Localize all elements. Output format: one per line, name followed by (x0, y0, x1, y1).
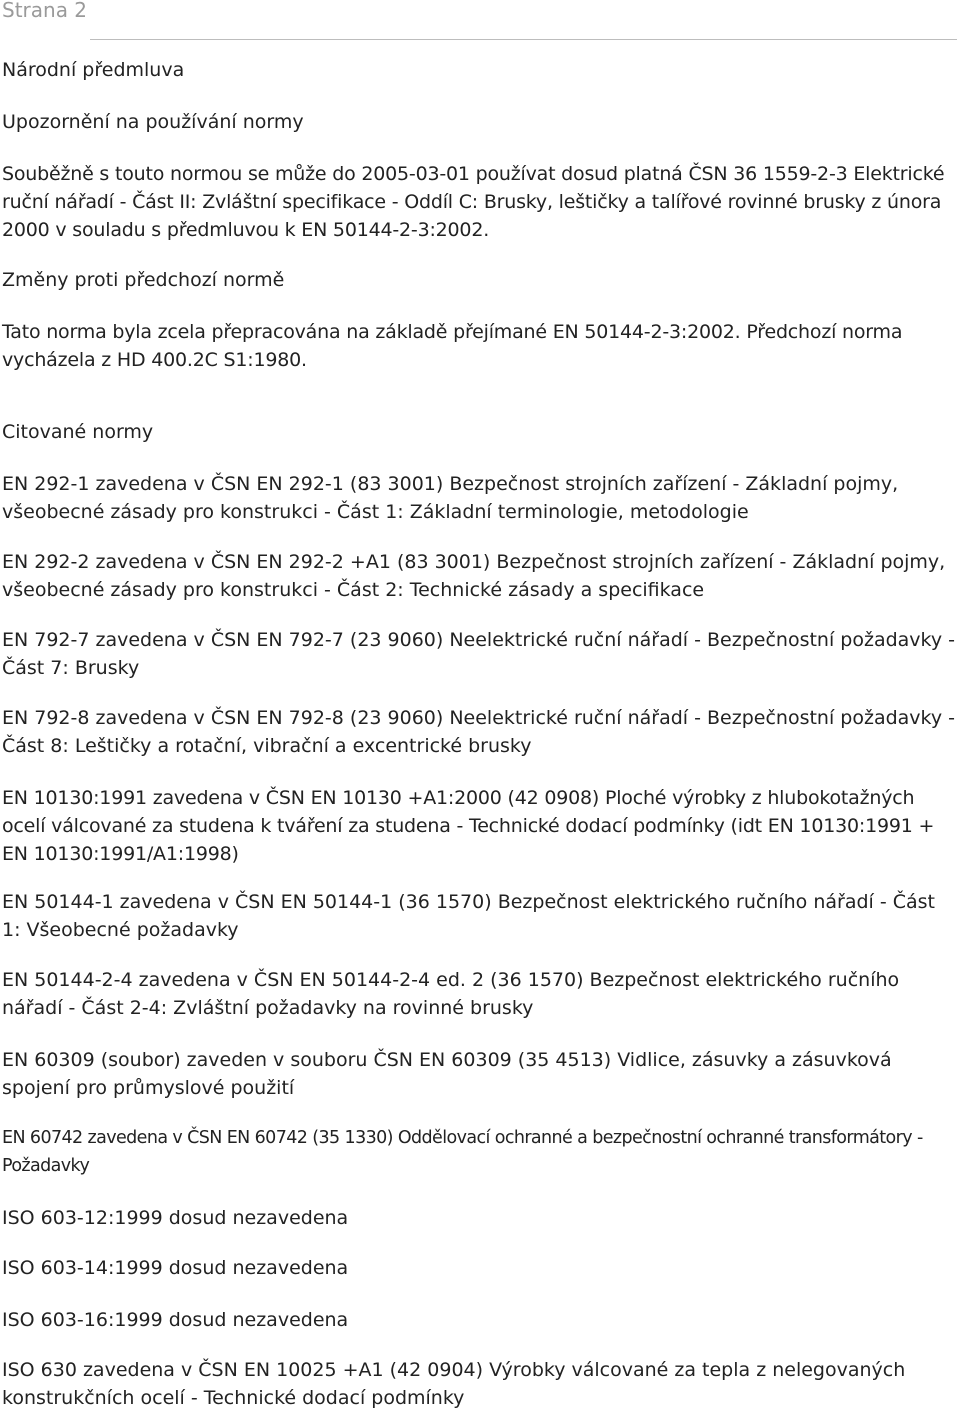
cited-standard-item: EN 292-2 zavedena v ČSN EN 292-2 +A1 (83 3001) Bezpečnost strojních zařízení - Základní pojmy, všeobecné zásady pro konstrukci - Část 2: Technické zásady a specifikace (2, 551, 946, 601)
cited-standard-item: EN 792-8 zavedena v ČSN EN 792-8 (23 9060) Neelektrické ruční nářadí - Bezpečnostní požadavky - Část 8: Leštičky a rotační, vibrační a excentrické brusky (2, 707, 955, 757)
cited-standard-item: EN 60309 (soubor) zaveden v souboru ČSN EN 60309 (35 4513) Vidlice, zásuvky a zásuvková spojení pro průmyslové použití (2, 1049, 892, 1099)
changes-heading: Změny proti předchozí normě (2, 269, 285, 291)
cited-standard-item: ISO 630 zavedena v ČSN EN 10025 +A1 (42 0904) Výrobky válcované za tepla z nelegovaných konstrukčních ocelí - Technické dodací podmínky (2, 1359, 906, 1409)
header-divider (90, 39, 957, 40)
cited-standards-heading: Citované normy (2, 421, 154, 443)
cited-standard-item: ISO 603-14:1999 dosud nezavedena (2, 1257, 349, 1279)
cited-standard-item: ISO 603-12:1999 dosud nezavedena (2, 1207, 349, 1229)
usage-notice-paragraph: Souběžně s touto normou se může do 2005-03-01 používat dosud platná ČSN 36 1559-2-3 Elektrické ruční nářadí - Část II: Zvláštní specifikace - Oddíl C: Brusky, leštičky a talířové rovinné brusky z února 2000 v souladu s předmluvou k EN 50144-2-3:2002. (2, 163, 945, 241)
page-header (2, 0, 957, 40)
cited-standard-item: EN 10130:1991 zavedena v ČSN EN 10130 +A1:2000 (42 0908) Ploché výrobky z hlubokotažných ocelí válcované za studena k tváření za studena - Technické dodací podmínky (idt EN 10130:1991 + EN 10130:1991/A1:1998) (2, 787, 935, 865)
national-foreword-heading: Národní předmluva (2, 59, 185, 81)
changes-paragraph: Tato norma byla zcela přepracována na základě přejímané EN 50144-2-3:2002. Předchozí norma vycházela z HD 400.2C S1:1980. (2, 321, 903, 371)
cited-standard-item: EN 50144-1 zavedena v ČSN EN 50144-1 (36 1570) Bezpečnost elektrického ručního nářadí - Část 1: Všeobecné požadavky (2, 891, 936, 941)
page-number-label: Strana 2 (2, 0, 88, 22)
cited-standard-item: EN 292-1 zavedena v ČSN EN 292-1 (83 3001) Bezpečnost strojních zařízení - Základní pojmy, všeobecné zásady pro konstrukci - Část 1: Základní terminologie, metodologie (2, 473, 899, 523)
cited-standard-item: ISO 603-16:1999 dosud nezavedena (2, 1309, 349, 1331)
cited-standard-item: EN 50144-2-4 zavedena v ČSN EN 50144-2-4 ed. 2 (36 1570) Bezpečnost elektrického ručního nářadí - Část 2-4: Zvláštní požadavky na rovinné brusky (2, 969, 900, 1019)
cited-standard-item: EN 60742 zavedena v ČSN EN 60742 (35 1330) Oddělovací ochranné a bezpečnostní ochranné transformátory - Požadavky (2, 1128, 923, 1176)
usage-notice-heading: Upozornění na používání normy (2, 111, 304, 133)
cited-standard-item: EN 792-7 zavedena v ČSN EN 792-7 (23 9060) Neelektrické ruční nářadí - Bezpečnostní požadavky - Část 7: Brusky (2, 629, 955, 679)
